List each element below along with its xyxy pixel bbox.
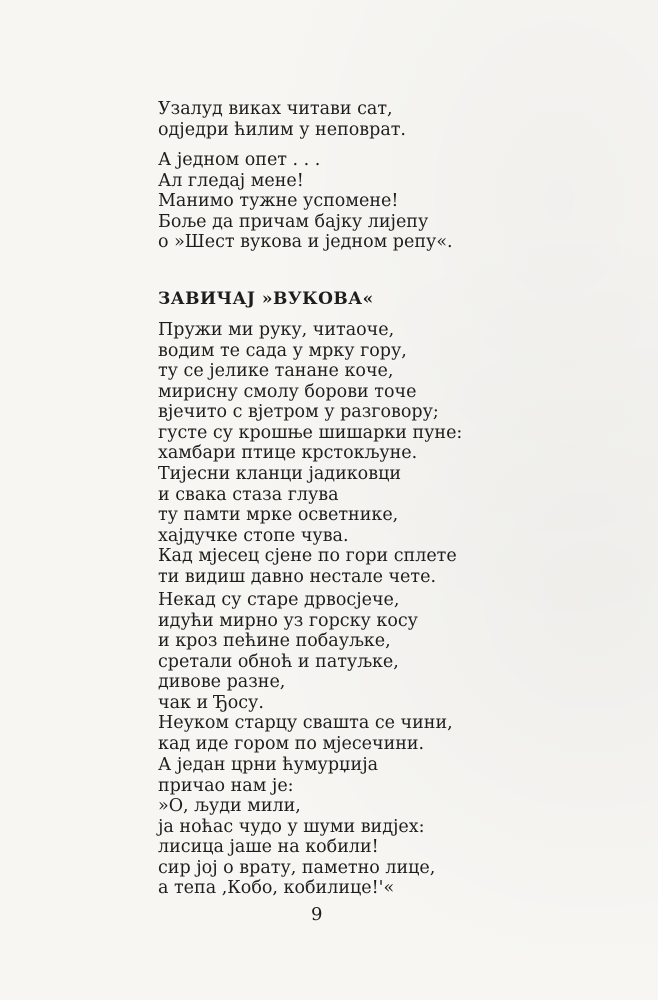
poem-line: хамбари птице крстокљуне. [158, 443, 418, 463]
stanza-4 [158, 464, 628, 587]
poem-line: водим те сада у мрку гору, [158, 340, 407, 361]
stanza-3 [158, 320, 628, 464]
poem-line: Неуком старцу свашта се чини, [158, 713, 453, 733]
poem-line: кад иде гором по мјесечини. [158, 733, 425, 754]
poem-line: Пружи ми руку, читаоче, [158, 320, 395, 340]
poem-line: сретали обноћ и патуљке, [158, 651, 399, 672]
poem-line: а тепа ,Кобо, кобилице!'« [158, 878, 395, 898]
poem-line: о »Шест вукова и једном репу«. [158, 232, 453, 252]
stanza-2 [158, 150, 628, 253]
poem-line: сир јој о врату, паметно лице, [158, 857, 436, 878]
page-number: 9 [311, 904, 323, 925]
poem-line: Манимо тужне успомене! [158, 191, 399, 211]
poem-line: ја ноћас чудо у шуми видјех: [158, 816, 425, 837]
poem-line: лисица јаше на кобили! [158, 837, 379, 857]
poem-line: А један црни ћумурџија [158, 755, 379, 775]
poem-line: А једном опет . . . [158, 150, 321, 170]
stanza-1 [158, 99, 628, 140]
poem-line: чак и Ђосу. [158, 692, 264, 713]
poem-line: Кад мјесец сјене по гори сплете [158, 546, 457, 566]
poem-line: идући мирно уз горску косу [158, 610, 418, 631]
poem-line: Ал гледај мене! [158, 170, 304, 191]
poem-line: причао нам је: [158, 775, 294, 796]
poem-line: и кроз пећине побауљке, [158, 631, 391, 651]
poem-line: Боље да причам бајку лијепу [158, 211, 429, 232]
poem-line: мирисну смолу борови точе [158, 381, 417, 402]
poem-line: Узалуд виках читави сат, [158, 99, 393, 119]
poem-line: Тијесни кланци јадиковци [158, 464, 401, 484]
poem-line: дивове разне, [158, 672, 286, 692]
poem-line: хајдучке стопе чува. [158, 525, 349, 546]
stanza-6 [158, 755, 628, 899]
stanza-5 [158, 590, 628, 754]
section-title: ЗАВИЧАЈ »ВУКОВА« [158, 289, 374, 309]
poem-line: густе су крошње шишарки пуне: [158, 422, 463, 443]
poem-line: ти видиш давно нестале чете. [158, 566, 437, 587]
poem-line: Некад су старе дрвосјече, [158, 590, 400, 610]
poem-line: одједри ћилим у неповрат. [158, 119, 406, 140]
poem-line: вјечито с вјетром у разговору; [158, 402, 439, 422]
poem-line: ту се јелике танане коче, [158, 361, 394, 381]
poem-line: ту памти мрке осветнике, [158, 505, 399, 525]
poem-line: и свака стаза глува [158, 484, 339, 505]
poem-line: »О, људи мили, [158, 796, 301, 816]
